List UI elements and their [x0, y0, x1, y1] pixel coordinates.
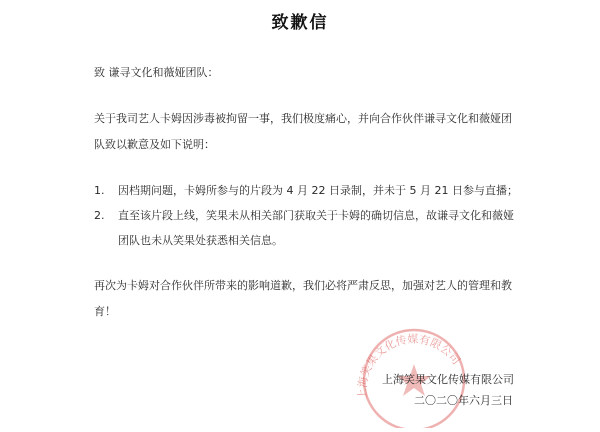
- paragraph-1-line-1: 关于我司艺人卡姆因涉毒被拘留一事，我们极度痛心，并向合作伙伴谦寻文化和薇娅团: [94, 112, 512, 125]
- list-item-2-text-line-2: 团队也未从笑果处获悉相关信息。: [118, 234, 283, 247]
- paragraph-3-line-1: 再次为卡姆对合作伙伴所带来的影响道歉，我们必将严肃反思，加强对艺人的管理和教: [94, 279, 512, 292]
- letter-title: 致歉信: [271, 13, 329, 33]
- list-item-2-text-line-1: 直至该片段上线，笑果未从相关部门获取关于卡姆的确切信息，故谦寻文化和薇娅: [118, 209, 514, 222]
- seal-arc-text: 上海笑果文化传媒有限公司: [355, 332, 463, 400]
- company-signature: 上海笑果文化传媒有限公司: [382, 373, 514, 386]
- paragraph-3-line-2: 育！: [94, 305, 116, 318]
- list-item-1-text: 因档期问题，卡姆所参与的片段为 4 月 22 日录制，并未于 5 月 21 日参与直播；: [118, 184, 518, 197]
- letter-date: 二〇二〇年六月三日: [414, 394, 513, 407]
- paragraph-1-line-2: 队致以歉意及如下说明：: [94, 138, 215, 151]
- salutation: 致 谦寻文化和薇娅团队：: [94, 66, 219, 79]
- list-item-2-number: 2.: [94, 209, 105, 222]
- list-item-1-number: 1.: [94, 184, 105, 197]
